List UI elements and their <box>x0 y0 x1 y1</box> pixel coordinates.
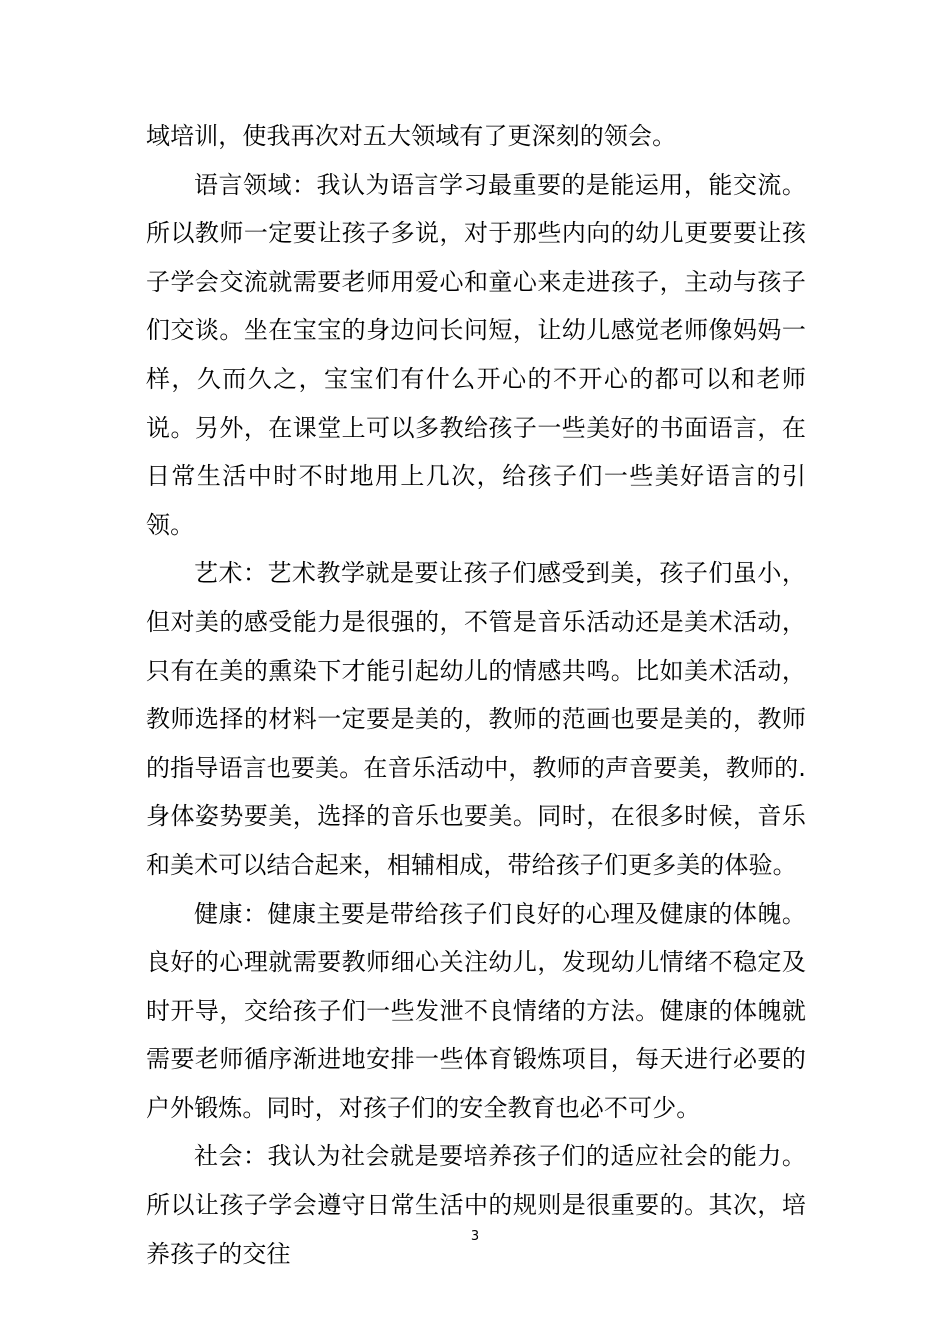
paragraph-health-domain: 健康：健康主要是带给孩子们良好的心理及健康的体魄。良好的心理就需要教师细心关注幼儿，发现幼儿情绪不稳定及时开导，交给孩子们一些发泄不良情绪的方法。健康的体魄就需要老师循序渐进地安排一些体育锻炼项目，每天进行必要的户外锻炼。同时，对孩子们的安全教育也必不可少。 <box>146 899 806 1122</box>
paragraph-art-domain: 艺术：艺术教学就是要让孩子们感受到美，孩子们虽小，但对美的感受能力是很强的，不管是音乐活动还是美术活动，只有在美的熏染下才能引起幼儿的情感共鸣。比如美术活动，教师选择的材料一定要是美的，教师的范画也要是美的，教师的指导语言也要美。在音乐活动中，教师的声音要美，教师的.身体姿势要美，选择的音乐也要美。同时，在很多时候，音乐和美术可以结合起来，相辅相成，带给孩子们更多美的体验。 <box>146 559 806 879</box>
paragraph-society-domain: 社会：我认为社会就是要培养孩子们的适应社会的能力。所以让孩子学会遵守日常生活中的规则是很重要的。其次，培养孩子的交往 <box>146 1142 806 1268</box>
page-number: 3 <box>470 1229 480 1244</box>
paragraph-language-domain: 语言领域：我认为语言学习最重要的是能运用，能交流。所以教师一定要让孩子多说，对于那些内向的幼儿更要要让孩子学会交流就需要老师用爱心和童心来走进孩子，主动与孩子们交谈。坐在宝宝的身边问长问短，让幼儿感觉老师像妈妈一样，久而久之，宝宝们有什么开心的不开心的都可以和老师说。另外，在课堂上可以多教给孩子一些美好的书面语言，在日常生活中时不时地用上几次，给孩子们一些美好语言的引领。 <box>146 170 806 539</box>
body-text <box>146 112 806 1278</box>
paragraph-continuation: 域培训，使我再次对五大领域有了更深刻的领会。 <box>146 122 677 150</box>
